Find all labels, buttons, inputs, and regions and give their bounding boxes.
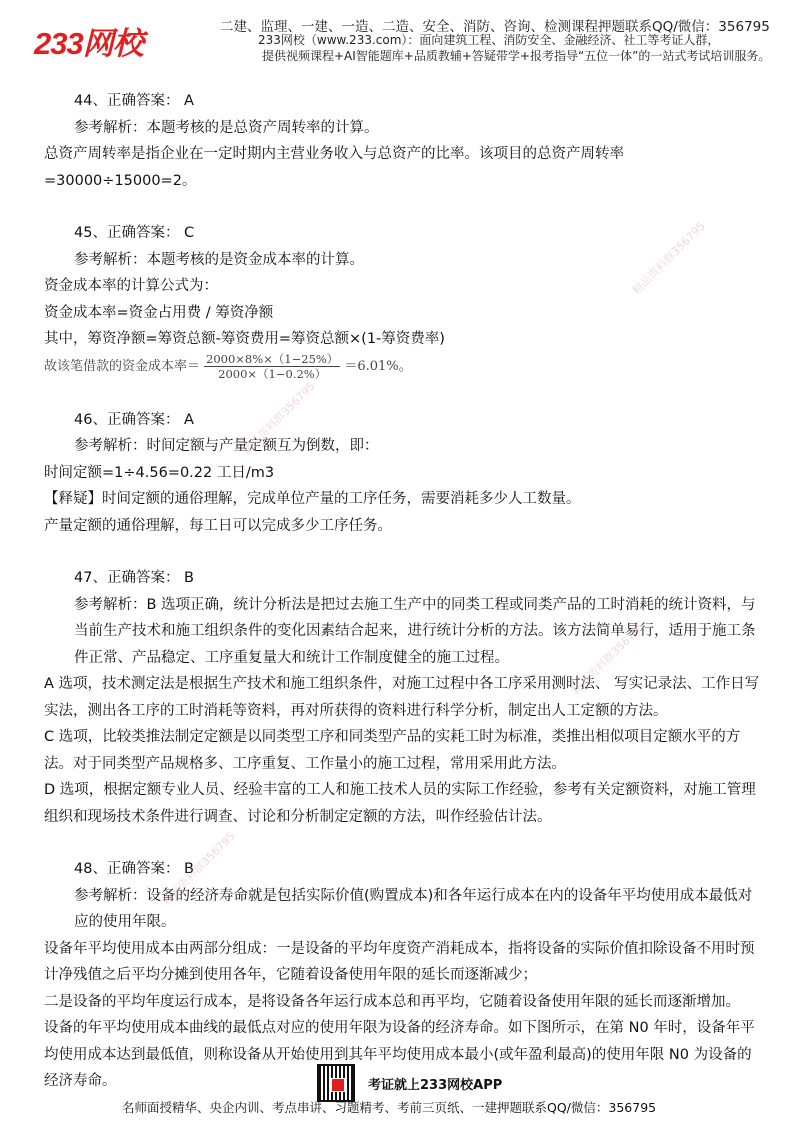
formula-denominator: 2000×（1−0.2%） [218,367,327,381]
answer-heading: 44、正确答案： A [74,93,194,109]
header-contact-line: 二建、监理、一建、一造、二造、安全、消防、咨询、检测课程押题联系QQ/微信：356795 [220,19,770,35]
explanation-line: 资金成本率=资金占用费 / 筹资净额 [44,304,274,321]
explanation-line: 参考解析：本题考核的是资金成本率的计算。 [74,251,364,268]
explanation-line: 【释疑】时间定额的通俗理解，完成单位产量的工序任务，需要消耗多少人工数量。 [44,491,581,507]
section-gap [44,194,760,220]
explanation-line: 总资产周转率是指企业在一定时期内主营业务收入与总资产的比率。该项目的总资产周转率=30000÷15000=2。 [44,146,624,189]
explanation-line: 参考解析：设备的经济寿命就是包括实际价值(购置成本)和各年运行成本在内的设备年平均使用成本最低对应的使用年限。 [74,887,753,930]
answer-content [44,88,760,1095]
answer-heading: 45、正确答案： C [74,225,195,241]
explanation-line: 时间定额=1÷4.56=0.22 工日/m3 [44,464,275,481]
page-header [0,0,800,68]
watermark-text: 精品资料群356795 [159,829,238,908]
page-footer [0,1060,800,1131]
explanation-line: 二是设备的平均年度运行成本，是将设备各年运行成本总和再平均，它随着设备使用年限的延长而逐渐增加。 [44,993,740,1010]
answer-heading: 47、正确答案： B [74,570,195,586]
watermark-text: 精品资料群356795 [569,619,648,698]
formula-numerator: 2000×8%×（1−25%） [206,352,339,366]
cost-rate-formula [44,353,760,381]
explanation-line: 参考解析：本题考核的是总资产周转率的计算。 [74,119,379,136]
explanation-line: A 选项，技术测定法是根据生产技术和施工组织条件，对施工过程中各工序采用测时法、 写实记录法、工作日写实法，测出各工序的工时消耗等资料，再对所获得的资料进行科学分析，制定出人工定额的方法。 [44,676,760,719]
qr-code-icon [317,1064,355,1102]
explanation-line: D 选项，根据定额专业人员、经验丰富的工人和施工技术人员的实际工作经验，参考有关定额资料，对施工管理组织和现场技术条件进行调查、讨论和分析制定定额的方法，叫作经验估计法。 [44,782,756,825]
header-intro-line: 233网校（www.233.com）：面向建筑工程、消防安全、金融经济、社工等考证人群， [258,33,720,47]
formula-result: ＝6.01%。 [344,358,412,374]
explanation-line: 产量定额的通俗理解，每工日可以完成多少工序任务。 [44,517,392,534]
explanation-line: 设备年平均使用成本由两部分组成：一是设备的平均年度资产消耗成本，指将设备的实际价值扣除设备不用时预计净残值之后平均分摊到使用各年，它随着设备使用年限的延长而逐渐减少； [44,940,755,983]
explanation-line: 参考解析：时间定额与产量定额互为倒数，即： [74,438,379,454]
brand-logo: 233网校 [34,26,143,61]
section-gap [44,381,760,407]
watermark-text: 精品资料群356795 [239,379,318,458]
footer-app-title: 考证就上233网校APP [368,1078,503,1093]
watermark-text: 精品资料群356795 [629,219,708,298]
section-gap [44,830,760,856]
formula-fraction [204,352,340,381]
explanation-line: 参考解析：B 选项正确，统计分析法是把过去施工生产中的同类工程或同类产品的工时消耗的统计资料，与当前生产技术和施工组织条件的变化因素结合起来，进行统计分析的方法。该方法简单易行，适用于施工条件正常、产品稳定、工序重复量大和统计工作制度健全的施工过程。 [74,596,756,666]
answer-heading: 46、正确答案： A [74,411,194,428]
footer-promo-line: 名师面授精华、央企内训、考点串讲、习题精考、考前三页纸、一建押题联系QQ/微信：356795 [122,1100,657,1115]
explanation-line: 资金成本率的计算公式为： [44,278,218,294]
header-services-line: 提供视频课程+AI智能题库+品质教辅+答疑带学+报考指导“五位一体”的一站式考试培训服务。 [262,49,771,63]
explanation-line: 设备的年平均使用成本曲线的最低点对应的使用年限为设备的经济寿命。如下图所示，在第 N0 年时，设备年平均使用成本达到最低值，则称设备从开始使用到其年平均使用成本最小(或年盈利最高)的使用年限 N0 为设备的经济寿命。 [44,1020,755,1089]
explanation-line: C 选项，比较类推法制定定额是以同类型工序和同类型产品的实耗工时为标准，类推出相似项目定额水平的方法。对于同类型产品规格多、工序重复、工作量小的施工过程，常用采用此方法。 [44,729,741,772]
answer-heading: 48、正确答案： B [74,861,195,877]
formula-prefix: 故该笔借款的资金成本率＝ [44,358,201,374]
section-gap [44,539,760,565]
explanation-line: 其中，筹资净额=筹资总额-筹资费用=筹资总额×(1-筹资费率) [44,331,445,347]
